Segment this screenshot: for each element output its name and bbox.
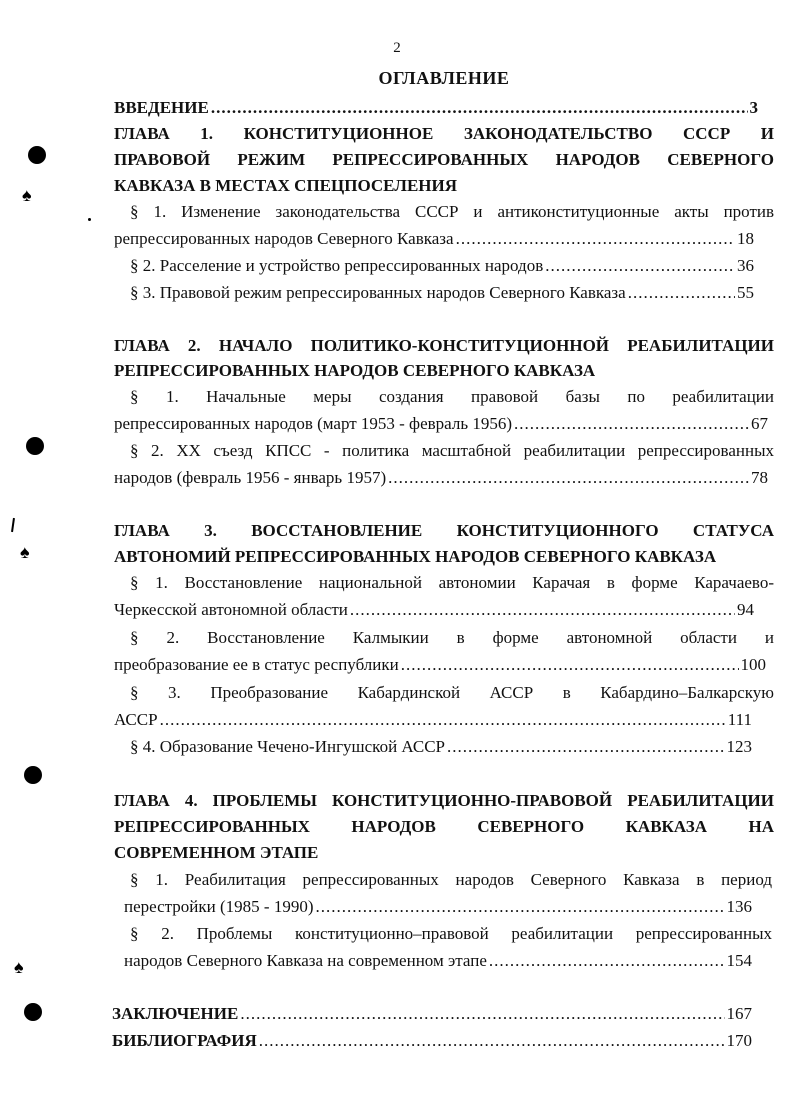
entry-page: 18 [737,229,754,248]
entry-page: 3 [749,98,758,117]
punch-hole-mark [24,766,42,784]
entry-page: 170 [726,1031,752,1050]
section-4-1-line-2: перестройки (1985 - 1990) ..... 136 [124,893,752,920]
toc-title: ОГЛАВЛЕНИЕ [378,68,510,88]
page-number: 2 [393,40,401,56]
punch-hole-mark [26,437,44,455]
entry-page: 154 [726,951,752,970]
spade-mark-icon: ♠ [22,185,32,205]
section-3-2-line-1: § 2. Восстановление Калмыкии в форме автономной области и [130,628,774,647]
section-4-2-line-2: народов Северного Кавказа на современном этапе ..... 154 [124,947,752,974]
section-3-3-line-2: АССР ..... 111 [114,706,752,733]
section-2-2-line-2: народов (февраль 1956 - январь 1957) ..... 78 [114,464,768,491]
section-1-2: § 2. Расселение и устройство репрессированных народов ..... 36 [130,252,754,279]
entry-page: 167 [726,1004,752,1023]
section-1-1-line-2: репрессированных народов Северного Кавказа ..... 18 [114,225,754,252]
section-3-1-line-1: § 1. Восстановление национальной автономии Карачая в форме Карачаево- [130,573,774,592]
punch-hole-mark [28,146,46,164]
chapter-1-heading-line-2: ПРАВОВОЙ РЕЖИМ РЕПРЕССИРОВАННЫХ НАРОДОВ СЕВЕРНОГО [114,150,774,169]
section-3-2-line-2: преобразование ее в статус республики ..... 100 [114,651,766,678]
section-1-3: § 3. Правовой режим репрессированных народов Северного Кавказа ..... 55 [130,279,754,306]
punch-hole-mark [24,1003,42,1021]
chapter-4-heading-line-1: ГЛАВА 4. ПРОБЛЕМЫ КОНСТИТУЦИОННО-ПРАВОВОЙ РЕАБИЛИТАЦИИ [114,791,774,810]
toc-entry-intro [114,94,758,121]
chapter-4-heading-line-2: РЕПРЕССИРОВАННЫХ НАРОДОВ СЕВЕРНОГО КАВКАЗА НА [114,817,774,836]
entry-page: 36 [737,256,754,275]
entry-page: 94 [737,600,754,619]
section-3-3-line-1: § 3. Преобразование Кабардинской АССР в Кабардино–Балкарскую [130,683,774,702]
section-4-2-line-1: § 2. Проблемы конституционно–правовой реабилитации репрессированных [130,924,772,943]
section-3-4: § 4. Образование Чечено-Ингушской АССР ..... 123 [130,733,752,760]
entry-page: 100 [740,655,766,674]
section-3-1-line-2: Черкесской автономной области ..... 94 [114,596,754,623]
speck-mark [88,218,91,221]
entry-label: ВВЕДЕНИЕ [114,98,209,117]
entry-page: 55 [737,283,754,302]
chapter-1-heading-line-1: ГЛАВА 1. КОНСТИТУЦИОННОЕ ЗАКОНОДАТЕЛЬСТВО СССР И [114,124,774,143]
toc-entry-conclusion: ЗАКЛЮЧЕНИЕ ..... 167 [112,1000,752,1027]
toc-entry-bibliography: БИБЛИОГРАФИЯ ..... 170 [112,1027,752,1054]
spade-mark-icon: ♠ [20,542,30,562]
section-2-1-line-1: § 1. Начальные меры создания правовой базы по реабилитации [130,387,774,406]
entry-page: 136 [726,897,752,916]
chapter-1-heading-line-3: КАВКАЗА В МЕСТАХ СПЕЦПОСЕЛЕНИЯ [114,176,458,195]
chapter-2-heading-line-1: ГЛАВА 2. НАЧАЛО ПОЛИТИКО-КОНСТИТУЦИОННОЙ РЕАБИЛИТАЦИИ [114,336,774,355]
entry-page: 111 [727,710,752,729]
chapter-2-heading-line-2: РЕПРЕССИРОВАННЫХ НАРОДОВ СЕВЕРНОГО КАВКАЗА [114,361,596,380]
entry-page: 67 [751,414,768,433]
spade-mark-icon: ♠ [14,957,24,977]
entry-page: 78 [751,468,768,487]
chapter-3-heading-line-2: АВТОНОМИЙ РЕПРЕССИРОВАННЫХ НАРОДОВ СЕВЕРНОГО КАВКАЗА [114,547,717,566]
tick-mark [11,518,15,532]
section-1-1-line-1: § 1. Изменение законодательства СССР и антиконституционные акты против [130,202,774,221]
section-2-1-line-2: репрессированных народов (март 1953 - февраль 1956) ..... 67 [114,410,768,437]
entry-page: 123 [726,737,752,756]
chapter-3-heading-line-1: ГЛАВА 3. ВОССТАНОВЛЕНИЕ КОНСТИТУЦИОННОГО СТАТУСА [114,521,774,540]
chapter-4-heading-line-3: СОВРЕМЕННОМ ЭТАПЕ [114,843,319,862]
section-4-1-line-1: § 1. Реабилитация репрессированных народов Северного Кавказа в период [130,870,772,889]
section-2-2-line-1: § 2. XX съезд КПСС - политика масштабной реабилитации репрессированных [130,441,774,460]
